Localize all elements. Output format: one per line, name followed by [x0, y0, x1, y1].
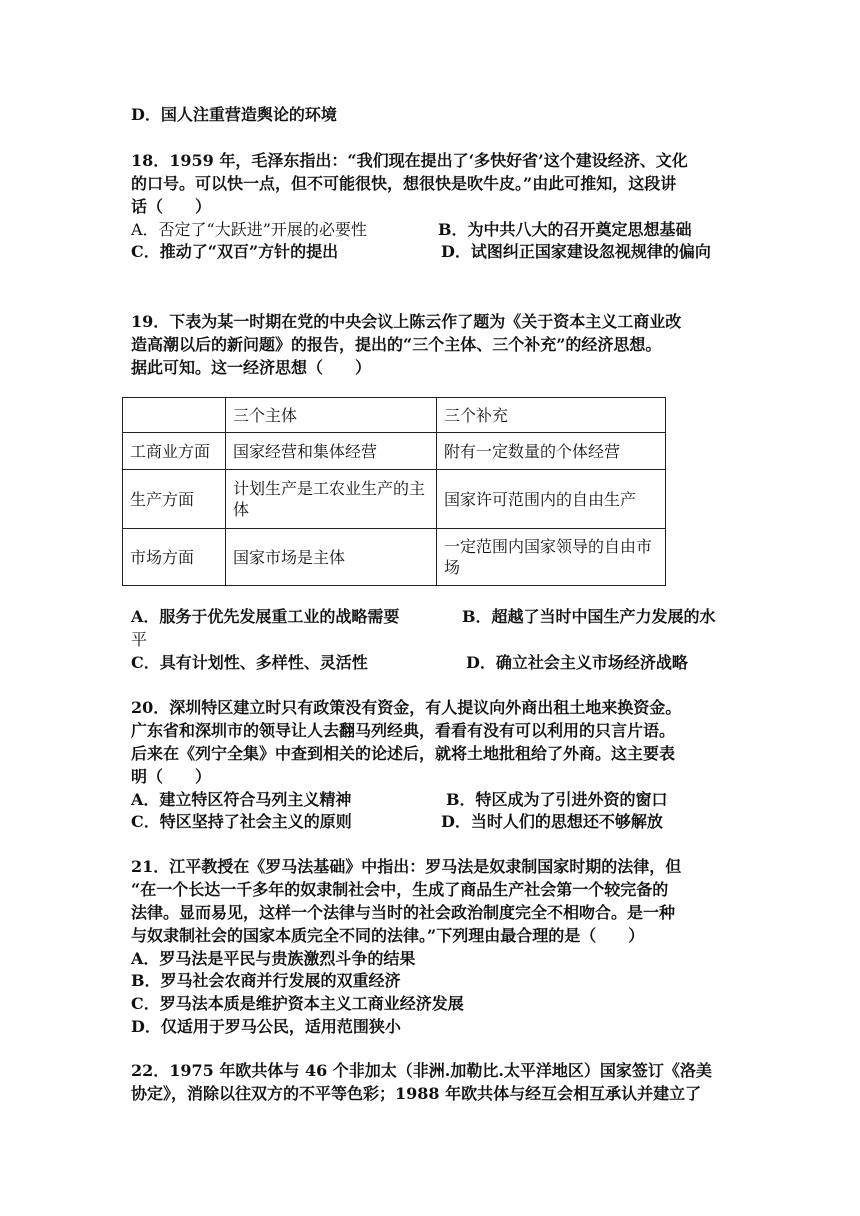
q21-stem-line-1: 21．江平教授在《罗马法基础》中指出：罗马法是奴隶制国家时期的法律，但 [131, 857, 682, 876]
q17-option-d: D．国人注重营造舆论的环境 [131, 105, 337, 124]
q20-option-c: C．特区坚持了社会主义的原则 [131, 812, 352, 831]
q19-stem-line-2: 造高潮以后的新问题》的报告，提出的“三个主体、三个补充”的经济思想。 [131, 335, 662, 354]
q20-option-b: B．特区成为了引进外资的窗口 [446, 790, 668, 809]
table-cell: 工商业方面 [123, 433, 226, 470]
q18-option-a: A．否定了“大跃进”开展的必要性 [131, 220, 367, 239]
q18-option-d: D．试图纠正国家建设忽视规律的偏向 [441, 242, 711, 261]
table-cell: 计划生产是工农业生产的主体 [226, 470, 437, 529]
q20-stem-line-2: 广东省和深圳市的领导让人去翻马列经典，看看有没有可以利用的只言片语。 [131, 721, 676, 740]
table-cell: 生产方面 [123, 470, 226, 529]
q21-option-c: C．罗马法本质是维护资本主义工商业经济发展 [131, 994, 464, 1013]
q19-option-b: B．超越了当时中国生产力发展的水 [462, 607, 716, 626]
table-row [123, 433, 666, 470]
table-cell: 国家市场是主体 [226, 529, 437, 586]
table-header-cell [123, 398, 226, 433]
q20-stem-line-4: 明（ ） [131, 767, 212, 786]
q21-option-d: D．仅适用于罗马公民，适用范围狭小 [131, 1017, 401, 1036]
q21-option-a: A．罗马法是平民与贵族激烈斗争的结果 [131, 949, 416, 968]
q19-option-c: C．具有计划性、多样性、灵活性 [131, 653, 368, 672]
q19-stem-line-3: 据此可知。这一经济思想（ ） [131, 358, 372, 377]
q18-stem-line-1: 18．1959 年，毛泽东指出：“我们现在提出了‘多快好省’这个建设经济、文化 [131, 151, 688, 170]
q20-stem-line-3: 后来在《列宁全集》中查到相关的论述后，就将土地批租给了外商。这主要表 [131, 744, 676, 763]
table-header-row [123, 398, 666, 433]
q18-option-b: B．为中共八大的召开奠定思想基础 [438, 220, 692, 239]
q20-option-a: A．建立特区符合马列主义精神 [131, 790, 352, 809]
q19-stem-line-1: 19．下表为某一时期在党的中央会议上陈云作了题为《关于资本主义工商业改 [131, 312, 682, 331]
table-row [123, 529, 666, 586]
q21-stem-line-4: 与奴隶制社会的国家本质完全不同的法律。”下列理由最合理的是（ ） [131, 926, 645, 945]
table-header-cell: 三个补充 [437, 398, 666, 433]
q19-table [122, 397, 666, 586]
table-cell: 附有一定数量的个体经营 [437, 433, 666, 470]
q22-stem-line-1: 22．1975 年欧共体与 46 个非加太（非洲.加勒比.太平洋地区）国家签订《洛美 [131, 1061, 712, 1080]
q19-option-b-continued: 平 [131, 630, 148, 649]
table-row [123, 470, 666, 529]
q21-stem-line-2: “在一个长达一千多年的奴隶制社会中，生成了商品生产社会第一个较完备的 [131, 880, 669, 899]
table-cell: 国家经营和集体经营 [226, 433, 437, 470]
q21-stem-line-3: 法律。显而易见，这样一个法律与当时的社会政治制度完全不相吻合。是一种 [131, 903, 676, 922]
q19-option-d: D．确立社会主义市场经济战略 [466, 653, 688, 672]
q21-option-b: B．罗马社会农商并行发展的双重经济 [131, 971, 401, 990]
q18-stem-line-2: 的口号。可以快一点，但不可能很快，想很快是吹牛皮。”由此可推知，这段讲 [131, 174, 677, 193]
table-header-cell: 三个主体 [226, 398, 437, 433]
table-cell: 市场方面 [123, 529, 226, 586]
q19-option-a: A．服务于优先发展重工业的战略需要 [131, 607, 400, 626]
q18-option-c: C．推动了“双百”方针的提出 [131, 242, 339, 261]
q20-option-d: D．当时人们的思想还不够解放 [441, 812, 663, 831]
q20-stem-line-1: 20．深圳特区建立时只有政策没有资金，有人提议向外商出租土地来换资金。 [131, 698, 682, 717]
q22-stem-line-2: 协定》，消除以往双方的不平等色彩；1988 年欧共体与经互会相互承认并建立了 [131, 1084, 702, 1103]
q18-stem-line-3: 话（ ） [131, 197, 212, 216]
table-cell: 国家许可范围内的自由生产 [437, 470, 666, 529]
table-cell: 一定范围内国家领导的自由市场 [437, 529, 666, 586]
